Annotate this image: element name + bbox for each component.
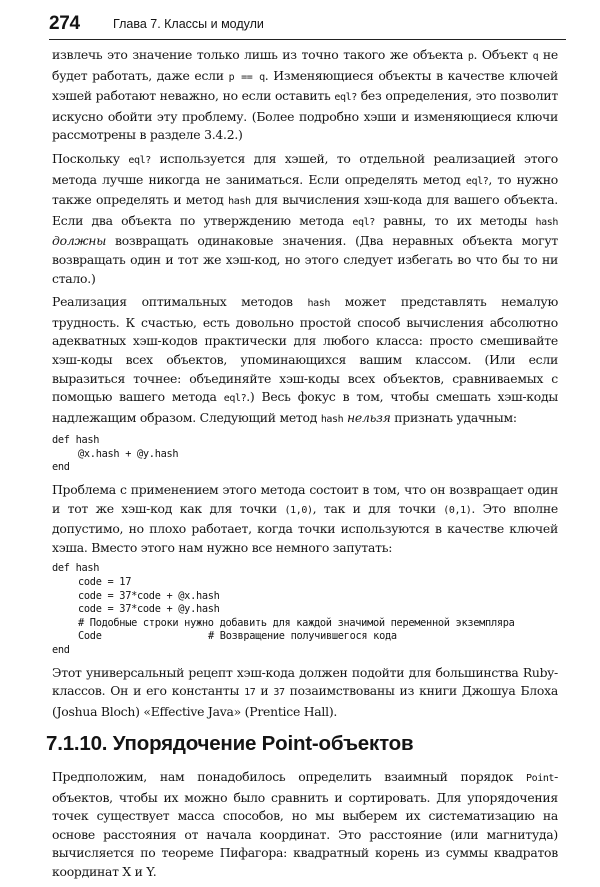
page-body [46, 46, 559, 887]
running-header [49, 11, 566, 40]
code-block-bad-hash: def hash @x.hash + @y.hash end [52, 434, 179, 474]
code-block-good-hash: def hash code = 17 code = 37*code + @x.hash code = 37*code + @y.hash # Подобные строки нужно добавить для каждой значимой переменной экземпляра Code # Возвращение получившегося кода end [52, 562, 515, 656]
paragraph-eql-hash: Поскольку eql? используется для хэшей, то отдельной реализацией этого метода лучше никогда не заниматься. Если определять метод eql?, то нужно также определять и метод hash для вычисления хэш-кода для вашего объекта. Если два объекта по утверждению метода eql? равны, то их методы hash должны возвращать одинаковые значения. (Два неравных объекта могут возвращать один и тот же хэш-код, но этого следует избегать во что бы то ни стало.) [52, 150, 558, 286]
paragraph-hash-problem: Проблема с применением этого метода состоит в том, что он возвращает один и тот же хэш-код как для точки (1,0), так и для точки (0,1). Это вполне допустимо, но плохо работает, когда точки используются в качестве ключей хэша. Вместо этого нам нужно все немного запутать: [52, 482, 558, 555]
chapter-title: Глава 7. Классы и модули [113, 17, 264, 31]
paragraph-hash-implementation: Реализация оптимальных методов hash может представлять немалую трудность. К счастью, есть довольно простой способ вычисления абсолютно адекватных хэш-кодов практически для любого класса: просто смешивайте хэш-коды всех объектов, упоминающихся вашим классом. (Или если выразиться точнее: объединяйте хэш-коды всех объектов, сравниваемых с помощью вашего метода eql?.) Весь фокус в том, чтобы смешать хэш-коды надлежащим образом. Следующий метод hash нельзя признать удачным: [52, 294, 559, 425]
section-heading: 7.1.10. Упорядочение Point-объектов [46, 732, 414, 756]
paragraph-hash-recipe: Этот универсальный рецепт хэш-кода должен подойти для большинства Ruby-классов. Он и его константы 17 и 37 позаимствованы из книги Джошуа Блоха (Joshua Bloch) «Effective Java» (Prentice Hall). [52, 664, 559, 719]
page-number: 274 [49, 13, 80, 34]
paragraph-eql-continuation: извлечь это значение только лишь из точно такого же объекта p. Объект q не будет работать, даже если p == q. Изменяющиеся объекты в качестве ключей хэшей работают неважно, но если оставить eql? без определения, это позволит искусно обойти эту проблему. (Более подробно хэши и изменяющиеся ключи рассмотрены в разделе 3.4.2.) [52, 47, 558, 143]
paragraph-point-ordering: Предположим, нам понадобилось определить взаимный порядок Point-объектов, чтобы их можно было сравнить и сортировать. Для упорядочения точек существует масса способов, но мы выберем их систематизацию на основе расстояния от начала координат. Это расстояние (или магнитуда) вычисляется по теореме Пифагора: квадратный корень из суммы квадратов координат X и Y. [52, 768, 558, 879]
